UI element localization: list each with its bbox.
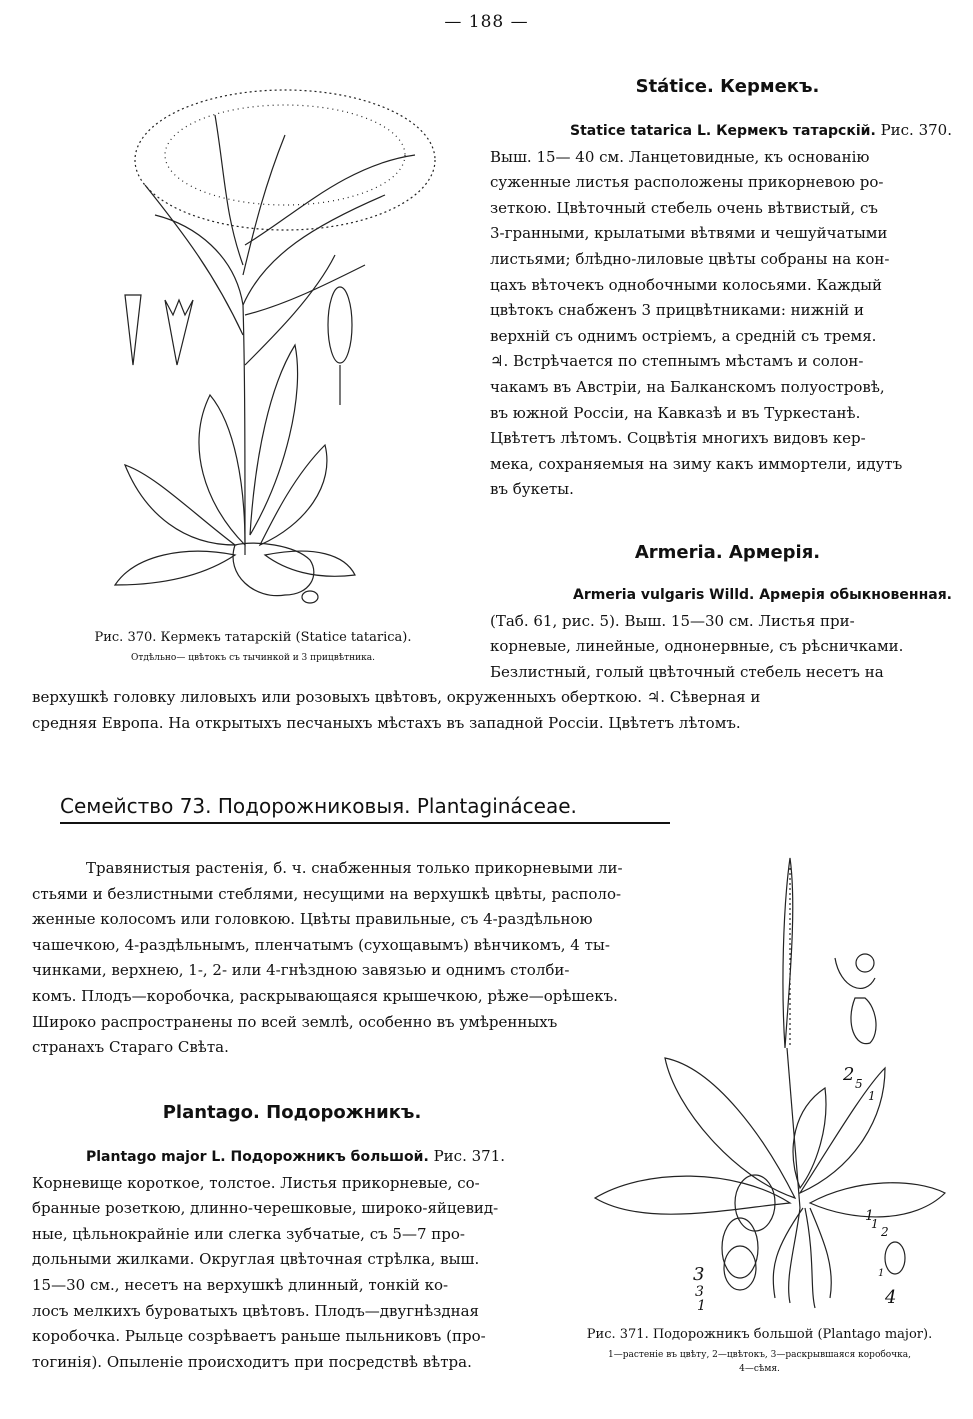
statice-plant-drawing <box>95 75 475 620</box>
plantago-line: дольными жилками. Округлая цвѣточная стрѣлка, выш. <box>32 1250 480 1269</box>
statice-line: листьями; блѣдно-лиловые цвѣты собраны на кон- <box>490 249 890 268</box>
statice-line: ♃. Встрѣчается по степнымъ мѣстамъ и солон- <box>490 352 864 371</box>
statice-line: цахъ вѣточекъ однобочными колосьями. Каждый <box>490 275 883 294</box>
plantago-heading: Plantago. Подорожникъ. <box>162 1102 422 1123</box>
plantago-figure-label: 1 <box>878 1268 885 1279</box>
plantago-illustration <box>585 848 960 1318</box>
plantago-line-0 <box>32 1144 547 1171</box>
family-line: Травянистыя растенія, б. ч. снабженныя только прикорневыми ли- <box>86 859 623 877</box>
armeria-lead-line <box>490 582 952 609</box>
statice-line: верхній съ однимъ остріемъ, а средній съ тремя. <box>490 326 877 345</box>
family-line: чинками, верхнею, 1-, 2- или 4-гнѣздною завязью и однимъ столби- <box>32 961 570 980</box>
plantago-figure-label: 4 <box>885 1287 897 1308</box>
plantago-line: тогинія). Опыленіе происходитъ при посредствѣ вѣтра. <box>32 1352 472 1371</box>
family-heading: Семейство 73. Подорожниковыя. Plantagináceae. <box>60 794 670 824</box>
armeria-body-right <box>490 582 952 685</box>
statice-line: цвѣтокъ снабженъ 3 прицвѣтниками: нижній и <box>490 301 865 320</box>
plantago-lead: Plantago major L. Подорожникъ большой. <box>86 1149 429 1165</box>
armeria-line: корневые, линейные, однонервные, съ рѣсничками. <box>490 637 904 656</box>
plantago-figure-subcaption: 1—растеніе въ цвѣту, 2—цвѣтокъ, 3—раскрывшаяся коробочка, <box>607 1350 912 1360</box>
plantago-line: бранные розеткою, длинно-черешковые, широко-яйцевид- <box>32 1199 499 1218</box>
plantago-body <box>32 1144 547 1375</box>
statice-line: въ южной Россіи, на Кавказѣ и въ Туркестанѣ. <box>490 403 861 422</box>
plantago-line: ные, цѣльнокрайніе или слегка зубчатые, съ 5—7 про- <box>32 1224 465 1243</box>
statice-line: Выш. 15— 40 см. Ланцетовидные, къ основанію <box>490 147 870 166</box>
statice-line: чакамъ въ Австріи, на Балканскомъ полуостровѣ, <box>490 377 885 396</box>
plantago-figure-subcaption: 4—сѣмя. <box>739 1364 780 1374</box>
plantago-line-0-text: Рис. 371. <box>433 1147 506 1165</box>
armeria-body-full <box>32 685 952 736</box>
page-number: — 188 — <box>444 12 529 32</box>
plantago-line: Корневище короткое, толстое. Листья прикорневые, со- <box>32 1173 480 1192</box>
statice-line: Цвѣтетъ лѣтомъ. Соцвѣтія многихъ видовъ кер- <box>490 429 866 448</box>
plantago-line: лосъ мелкихъ буроватыхъ цвѣтовъ. Плодъ—двугнѣздная <box>32 1301 480 1320</box>
family-line: комъ. Плодъ—коробочка, раскрывающаяся крышечкою, рѣже—орѣшекъ. <box>32 986 618 1005</box>
armeria-line: Безлистный, голый цвѣточный стебель несетъ на <box>490 662 884 681</box>
armeria-full-line: средняя Европа. На открытыхъ песчаныхъ мѣстахъ въ западной Россіи. Цвѣтетъ лѣтомъ. <box>32 713 741 732</box>
plantago-figure-label: 5 <box>855 1077 863 1091</box>
statice-illustration <box>95 75 475 620</box>
family-line: чашечкою, 4-раздѣльнымъ, пленчатымъ (сухощавымъ) вѣнчикомъ, 4 ты- <box>32 935 610 954</box>
armeria-lead: Armeria vulgaris Willd. Армерія обыкновенная. <box>573 587 952 603</box>
plantago-line: 15—30 см., несетъ на верхушкѣ длинный, тонкій ко- <box>32 1275 449 1294</box>
family-line: стьями и безлистными стеблями, несущими на верхушкѣ цвѣты, располо- <box>32 884 622 903</box>
family-line: Широко распространены по всей землѣ, особенно въ умѣренныхъ <box>32 1012 558 1031</box>
statice-line-0-text: Рис. 370. <box>880 121 952 139</box>
family-line: женные колосомъ или головкою. Цвѣты правильные, съ 4-раздѣльною <box>32 910 593 929</box>
plantago-line: коробочка. Рыльце созрѣваетъ раньше пыльниковъ (про- <box>32 1327 486 1346</box>
plantago-figure-label: 1 <box>697 1298 706 1314</box>
statice-line: въ букеты. <box>490 480 574 499</box>
plantago-figure-label: 2 <box>881 1225 889 1239</box>
plantago-figure-label: 1 <box>868 1089 876 1103</box>
statice-figure-caption: Рис. 370. Кермекъ татарскій (Statice tatarica). <box>94 630 412 645</box>
plantago-figure-caption: Рис. 371. Подорожникъ большой (Plantago major). <box>586 1327 933 1342</box>
armeria-heading: Armeria. Армерія. <box>634 542 821 563</box>
statice-line: мека, сохраняемыя на зиму какъ иммортели, идутъ <box>490 454 903 473</box>
armeria-full-line: верхушкѣ головку лиловыхъ или розовыхъ цвѣтовъ, окруженныхъ оберткою. ♃. Сѣверная и <box>32 688 761 706</box>
statice-line: зеткою. Цвѣточный стебель очень вѣтвистый, съ <box>490 198 878 217</box>
statice-lead: Statice tatarica L. Кермекъ татарскій. <box>570 123 876 139</box>
statice-figure-subcaption: Отдѣльно— цвѣтокъ съ тычинкой и 3 прицвѣтника. <box>130 653 376 663</box>
statice-line: суженные листья расположены прикорневою ро- <box>490 173 884 192</box>
plantago-plant-drawing <box>585 848 960 1318</box>
family-line: странахъ Стараго Свѣта. <box>32 1038 229 1057</box>
statice-body <box>490 118 952 503</box>
statice-line-0 <box>490 118 952 145</box>
plantago-figure-label: 1 <box>865 1208 874 1224</box>
plantago-figure-label: 3 <box>695 1284 704 1300</box>
armeria-line: (Таб. 61, рис. 5). Выш. 15—30 см. Листья при- <box>490 611 855 630</box>
plantago-figure-label: 1 <box>871 1217 879 1231</box>
plantago-figure-label: 3 <box>693 1264 705 1285</box>
statice-line: 3-гранными, крылатыми вѣтвями и чешуйчатыми <box>490 224 888 243</box>
plantago-figure-label: 2 <box>843 1064 855 1085</box>
statice-heading: Státice. Кермекъ. <box>635 76 820 97</box>
